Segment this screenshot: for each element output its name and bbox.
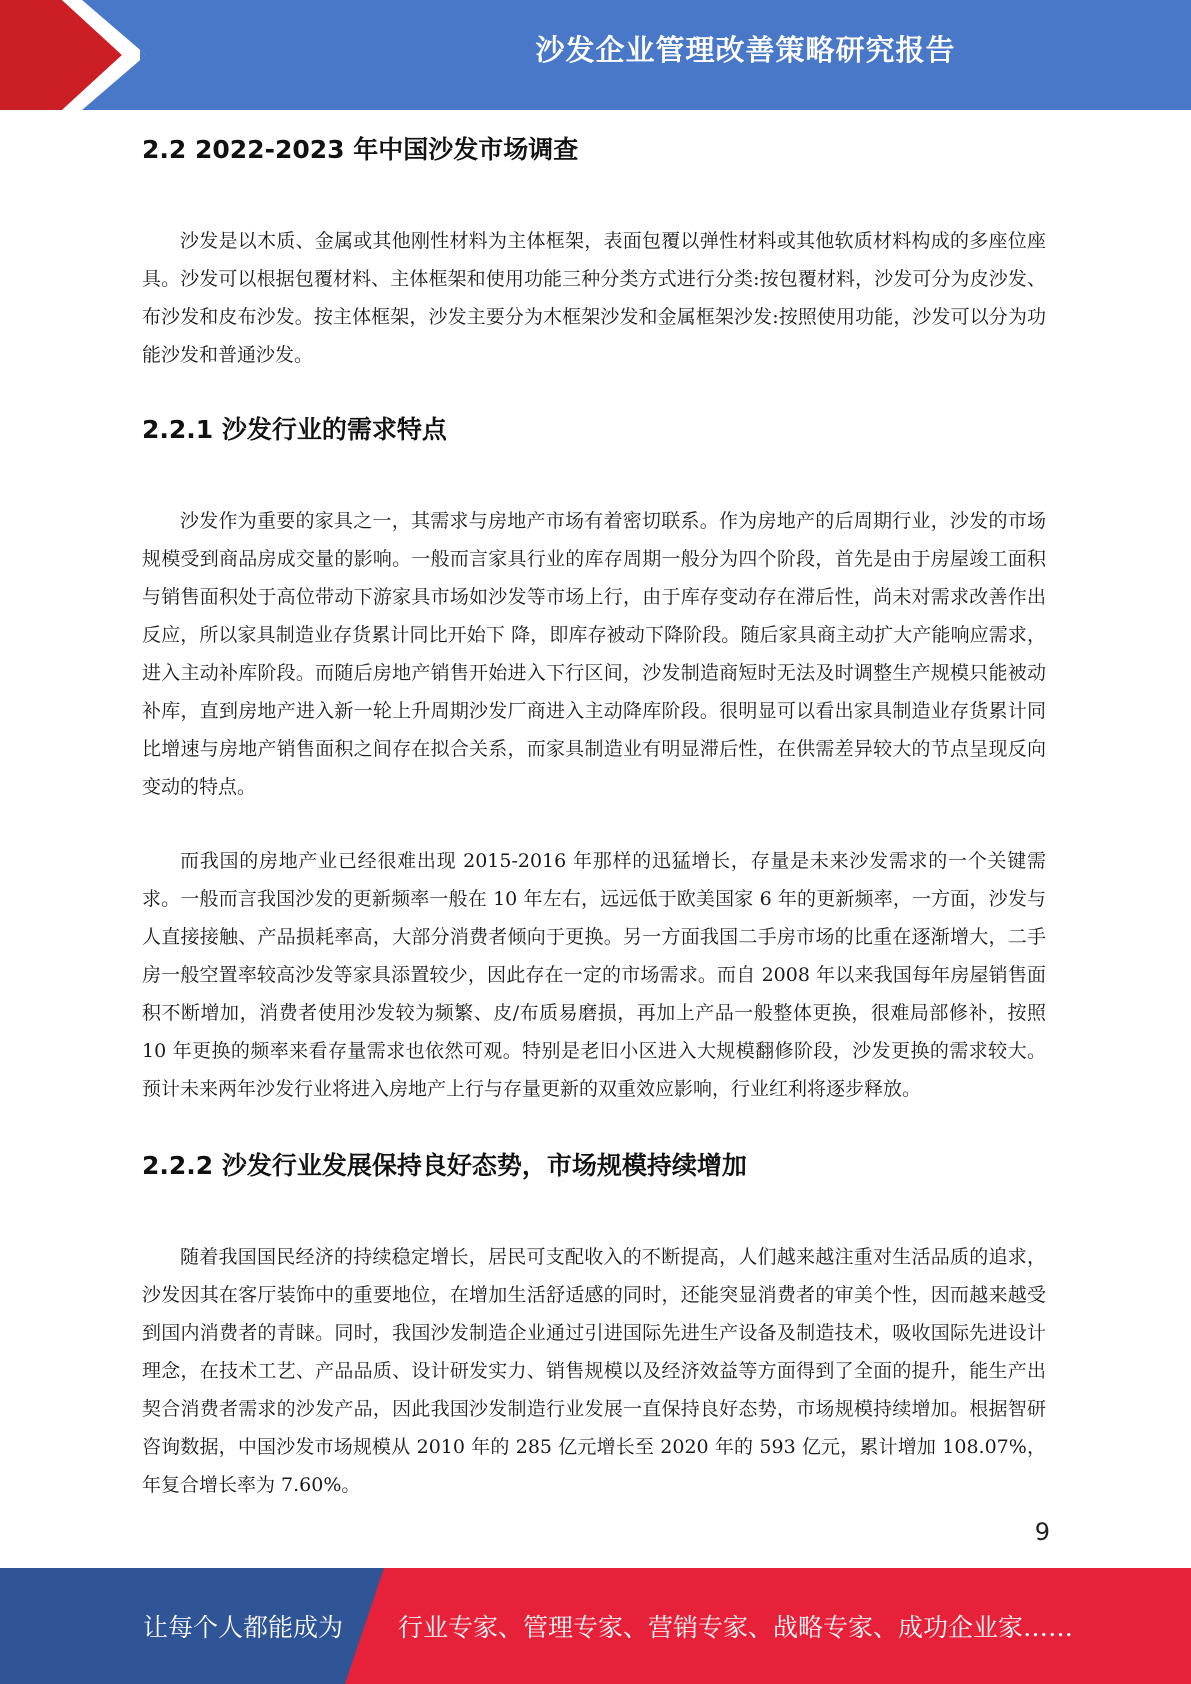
footer-slogan-left: 让每个人都能成为 [143,1613,344,1642]
paragraph-stock-demand: 而我国的房地产业已经很难出现 2015-2016 年那样的迅猛增长，存量是未来沙发需求的一个关键需求。一般而言我国沙发的更新频率一般在 10 年左右，远远低于欧美国家 6 年的更新频率，一方面，沙发与人直接接触、产品损耗率高，大部分消费者倾向于更换。另一方面我国二手房市场的比重在逐渐增大，二手房一般空置率较高沙发等家具添置较少，因此存在一定的市场需求。而自 2008 年以来我国每年房屋销售面积不断增加，消费者使用沙发较为频繁、皮/布质易磨损，再加上产品一般整体更换，很难局部修补，按照 10 年更换的频率来看存量需求也依然可观。特别是老旧小区进入大规模翻修阶段，沙发更换的需求较大。预计未来两年沙发行业将进入房地产上行与存量更新的双重效应影响，行业红利将逐步释放。 [142,850,1046,1100]
footer-slogan-right: 行业专家、管理专家、营销专家、战略专家、成功企业家…… [398,1613,1074,1642]
section-heading-2-2-1: 2.2.1 沙发行业的需求特点 [142,415,447,444]
document-title: 沙发企业管理改善策略研究报告 [535,33,956,67]
page-footer [0,1568,1191,1684]
page-content [142,128,1046,1504]
section-heading-2-2: 2.2 2022-2023 年中国沙发市场调查 [142,135,579,164]
paragraph-demand-cycle: 沙发作为重要的家具之一，其需求与房地产市场有着密切联系。作为房地产的后周期行业，沙发的市场规模受到商品房成交量的影响。一般而言家具行业的库存周期一般分为四个阶段，首先是由于房屋竣工面积与销售面积处于高位带动下游家具市场如沙发等市场上行，由于库存变动存在滞后性，尚未对需求改善作出反应，所以家具制造业存货累计同比开始下 降，即库存被动下降阶段。随后家具商主动扩大产能响应需求，进入主动补库阶段。而随后房地产销售开始进入下行区间，沙发制造商短时无法及时调整生产规模只能被动补库，直到房地产进入新一轮上升周期沙发厂商进入主动降库阶段。很明显可以看出家具制造业存货累计同比增速与房地产销售面积之间存在拟合关系，而家具制造业有明显滞后性，在供需差异较大的节点呈现反向变动的特点。 [142,510,1046,798]
section-heading-2-2-2: 2.2.2 沙发行业发展保持良好态势，市场规模持续增加 [142,1151,747,1180]
page-header [0,0,1191,110]
paragraph-sofa-definition: 沙发是以木质、金属或其他刚性材料为主体框架，表面包覆以弹性材料或其他软质材料构成的多座位座具。沙发可以根据包覆材料、主体框架和使用功能三种分类方式进行分类:按包覆材料，沙发可分为皮沙发、布沙发和皮布沙发。按主体框架，沙发主要分为木框架沙发和金属框架沙发:按照使用功能，沙发可以分为功能沙发和普通沙发。 [142,230,1046,366]
page-number: 9 [1034,1518,1050,1546]
paragraph-market-growth: 随着我国国民经济的持续稳定增长，居民可支配收入的不断提高，人们越来越注重对生活品质的追求，沙发因其在客厅装饰中的重要地位，在增加生活舒适感的同时，还能突显消费者的审美个性，因而越来越受到国内消费者的青睐。同时，我国沙发制造企业通过引进国际先进生产设备及制造技术，吸收国际先进设计理念，在技术工艺、产品品质、设计研发实力、销售规模以及经济效益等方面得到了全面的提升，能生产出契合消费者需求的沙发产品，因此我国沙发制造行业发展一直保持良好态势，市场规模持续增加。根据智研咨询数据，中国沙发市场规模从 2010 年的 285 亿元增长至 2020 年的 593 亿元，累计增加 108.07%，年复合增长率为 7.60%。 [142,1246,1046,1496]
